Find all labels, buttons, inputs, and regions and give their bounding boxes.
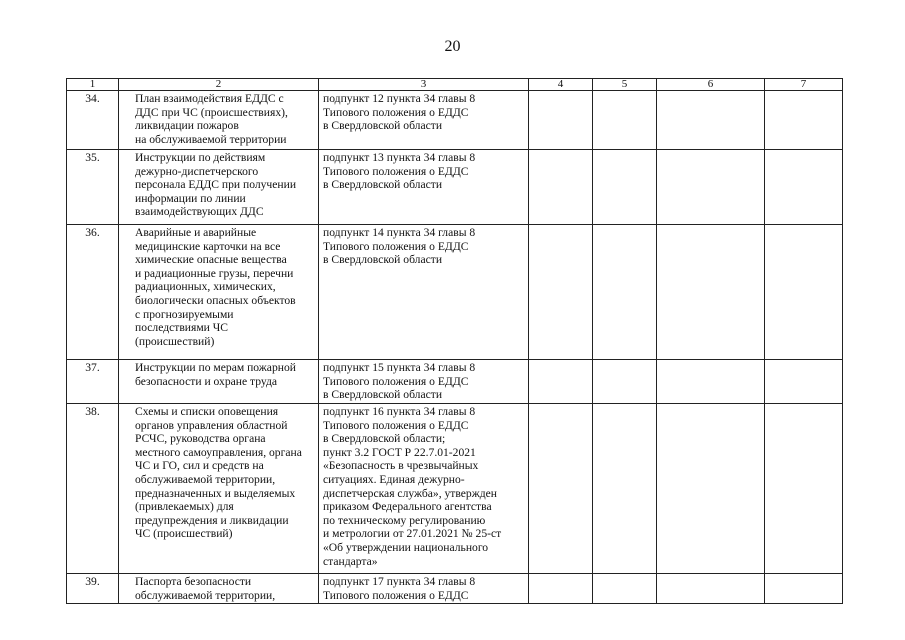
document-table — [66, 78, 843, 604]
legal-basis-text: подпункт 15 пункта 34 главы 8 Типового положения о ЕДДС в Свердловской области — [323, 361, 476, 402]
legal-basis-text: подпункт 12 пункта 34 главы 8 Типового положения о ЕДДС в Свердловской области — [323, 92, 476, 133]
legal-basis — [319, 574, 529, 604]
legal-basis-text: подпункт 16 пункта 34 главы 8 Типового положения о ЕДДС в Свердловской области; пункт 3.2 ГОСТ Р 22.7.01-2021 «Безопасность в чрезвычайных ситуациях. Единая дежурно- диспетчерская служба», утвержден приказом Федерального агентства по техническому регулированию и метрологии от 27.01.2021 № 25-ст «Об утверждении национального стандарта» — [323, 405, 502, 568]
legal-basis-text: подпункт 17 пункта 34 главы 8 Типового положения о ЕДДС — [323, 575, 476, 602]
empty-cell — [765, 91, 843, 150]
column-header: 4 — [529, 79, 593, 91]
table-row — [67, 574, 843, 604]
column-header: 6 — [657, 79, 765, 91]
document-name-text: Аварийные и аварийные медицинские карточки на все химические опасные вещества и радиационные грузы, перечни радиационных, химических, биологически опасных объектов с прогнозируемыми последствиями ЧС (происшествий) — [135, 226, 296, 348]
empty-cell — [765, 360, 843, 404]
empty-cell — [593, 404, 657, 574]
empty-cell — [657, 404, 765, 574]
legal-basis — [319, 225, 529, 360]
document-name-text: Схемы и списки оповещения органов управления областной РСЧС, руководства органа местного самоуправления, органа ЧС и ГО, сил и средств на обслуживаемой территории, предназначенных и выделяемых (привлекаемых) для предупреждения и ликвидации ЧС (происшествий) — [135, 405, 302, 541]
table-row — [67, 225, 843, 360]
legal-basis — [319, 91, 529, 150]
row-number: 36. — [67, 225, 119, 360]
legal-basis-text: подпункт 13 пункта 34 главы 8 Типового положения о ЕДДС в Свердловской области — [323, 151, 476, 192]
empty-cell — [657, 360, 765, 404]
empty-cell — [765, 150, 843, 225]
table-row — [67, 360, 843, 404]
column-header: 7 — [765, 79, 843, 91]
empty-cell — [657, 225, 765, 360]
empty-cell — [657, 91, 765, 150]
empty-cell — [529, 404, 593, 574]
document-name — [119, 404, 319, 574]
empty-cell — [529, 150, 593, 225]
column-header: 2 — [119, 79, 319, 91]
document-name — [119, 150, 319, 225]
column-header: 3 — [319, 79, 529, 91]
legal-basis — [319, 360, 529, 404]
document-name — [119, 574, 319, 604]
legal-basis — [319, 404, 529, 574]
table-row — [67, 404, 843, 574]
row-number: 37. — [67, 360, 119, 404]
document-name — [119, 225, 319, 360]
empty-cell — [657, 150, 765, 225]
empty-cell — [593, 225, 657, 360]
empty-cell — [593, 91, 657, 150]
row-number: 34. — [67, 91, 119, 150]
empty-cell — [765, 225, 843, 360]
row-number: 39. — [67, 574, 119, 604]
empty-cell — [593, 360, 657, 404]
empty-cell — [657, 574, 765, 604]
page-number: 20 — [444, 38, 461, 55]
document-name-text: Инструкции по мерам пожарной безопасности и охране труда — [135, 361, 296, 388]
document-name — [119, 91, 319, 150]
table-header-row — [67, 79, 843, 91]
document-name — [119, 360, 319, 404]
empty-cell — [765, 574, 843, 604]
legal-basis-text: подпункт 14 пункта 34 главы 8 Типового положения о ЕДДС в Свердловской области — [323, 226, 476, 267]
empty-cell — [593, 574, 657, 604]
empty-cell — [529, 91, 593, 150]
column-header: 5 — [593, 79, 657, 91]
row-number: 38. — [67, 404, 119, 574]
document-name-text: Паспорта безопасности обслуживаемой территории, — [135, 575, 276, 602]
empty-cell — [765, 404, 843, 574]
empty-cell — [529, 360, 593, 404]
row-number: 35. — [67, 150, 119, 225]
legal-basis — [319, 150, 529, 225]
empty-cell — [529, 225, 593, 360]
document-name-text: Инструкции по действиям дежурно-диспетчерского персонала ЕДДС при получении информации по линии взаимодействующих ДДС — [135, 151, 297, 219]
table-row — [67, 150, 843, 225]
document-name-text: План взаимодействия ЕДДС с ДДС при ЧС (происшествиях), ликвидации пожаров на обслуживаемой территории — [135, 92, 288, 146]
empty-cell — [529, 574, 593, 604]
empty-cell — [593, 150, 657, 225]
column-header: 1 — [67, 79, 119, 91]
table-row — [67, 91, 843, 150]
